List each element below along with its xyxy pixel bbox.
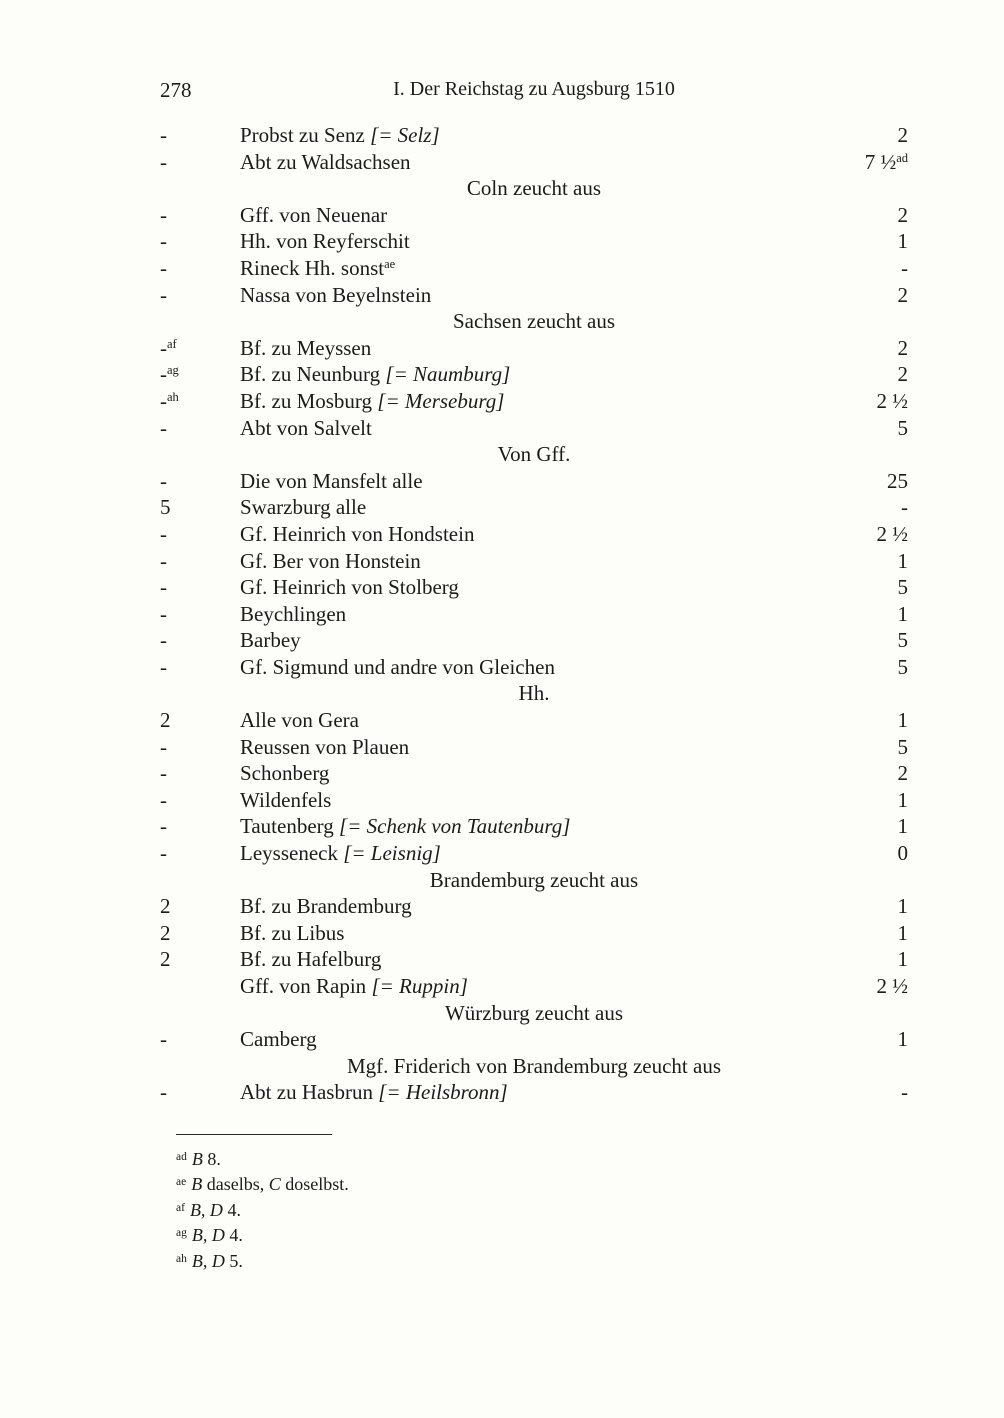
entry-name: Abt zu Hasbrun [= Heilsbronn] [240, 1080, 508, 1105]
list-entry [160, 468, 908, 495]
list-entry [160, 734, 908, 761]
entry-name: Bf. zu Neunburg [= Naumburg] [240, 362, 511, 387]
entry-value: 7 ½$^{ad}$ [864, 149, 908, 174]
entry-marker: - [160, 123, 167, 147]
footnote-text: 4. [224, 1225, 243, 1246]
entry-name: Gf. Heinrich von Hondstein [240, 521, 475, 546]
entry-name: Bf. zu Libus [240, 920, 345, 945]
entry-value: 2 [897, 282, 908, 307]
list-entry [160, 787, 908, 814]
entry-marker: - [160, 575, 167, 600]
entry-name-gloss: [= Selz] [364, 123, 440, 147]
entry-name: Barbey [240, 628, 301, 653]
entry-marker: - [160, 521, 167, 546]
list-entry [160, 893, 908, 920]
list-entry [160, 388, 908, 415]
footnote-marker: ag [176, 1227, 187, 1240]
entry-name: Swarzburg alle [240, 495, 367, 520]
entry-list [160, 122, 908, 1106]
footnote-ref: ae [384, 256, 396, 271]
entry-value: 1 [897, 548, 908, 573]
entry-value: - [901, 1080, 908, 1105]
footnote-text: 8. [202, 1148, 221, 1169]
footnote-text: doselbst. [280, 1174, 349, 1195]
footnote-ref: af [167, 336, 177, 351]
footnote-marker: ah [176, 1252, 187, 1265]
entry-marker: - [160, 202, 167, 227]
entry-value: 5 [897, 734, 908, 759]
entry-marker: - [160, 149, 167, 174]
entry-value: 2 [897, 761, 908, 786]
list-entry [160, 494, 908, 521]
entry-value: 1 [897, 894, 908, 919]
list-entry [160, 973, 908, 1000]
entry-name-gloss: [= Ruppin] [366, 974, 468, 998]
list-entry [160, 149, 908, 176]
entry-marker: - [160, 1080, 167, 1105]
entry-name: Tautenberg [= Schenk von Tautenburg] [240, 814, 571, 839]
section-heading: Mgf. Friderich von Brandemburg zeucht aus [346, 1053, 722, 1078]
entry-name: Probst zu Senz [= Selz] [240, 123, 440, 147]
list-entry [160, 946, 908, 973]
entry-name: Hh. von Reyferschit [240, 229, 410, 254]
page-header [160, 78, 908, 108]
footnote-siglum: B, D [191, 1225, 225, 1246]
entry-value: 5 [897, 654, 908, 679]
entry-name: Gf. Ber von Honstein [240, 548, 421, 573]
entry-value: 5 [897, 575, 908, 600]
entry-marker: - [160, 787, 167, 812]
entry-name: Wildenfels [240, 787, 332, 812]
list-entry [160, 654, 908, 681]
list-entry [160, 548, 908, 575]
entry-marker: - [160, 282, 167, 307]
footnote-line [176, 1198, 908, 1224]
entry-value: 1 [897, 708, 908, 733]
footnote-line [176, 1172, 908, 1198]
footnote-siglum: B, D [191, 1250, 225, 1271]
list-entry [160, 760, 908, 787]
footnote-line [176, 1249, 908, 1275]
entry-name: Nassa von Beyelnstein [240, 282, 432, 307]
entry-marker: - [160, 734, 167, 759]
footnote-text: 4. [222, 1199, 241, 1220]
list-entry [160, 202, 908, 229]
entry-value: 5 [897, 415, 908, 440]
entry-name-gloss: [= Merseburg] [372, 388, 505, 413]
entry-marker: - [160, 548, 167, 573]
entry-name: Gf. Heinrich von Stolberg [240, 575, 459, 600]
entry-value: 2 [897, 362, 908, 387]
footnote-text: daselbs, [202, 1174, 269, 1195]
entry-marker: - [160, 841, 167, 866]
entry-name: Abt zu Waldsachsen [240, 149, 411, 174]
list-entry [160, 521, 908, 548]
entry-value: 1 [897, 601, 908, 626]
footnote-marker: ae [176, 1176, 187, 1189]
entry-marker: 2 [160, 708, 171, 733]
entry-name: Camberg [240, 1027, 317, 1052]
entry-name: Gf. Sigmund und andre von Gleichen [240, 654, 555, 679]
entry-name: Gff. von Rapin [= Ruppin] [240, 974, 468, 998]
entry-name-gloss: [= Schenk von Tautenburg] [333, 814, 571, 839]
entry-value: 2 [897, 123, 908, 147]
entry-marker: 2 [160, 894, 171, 919]
list-entry [160, 415, 908, 442]
list-entry [160, 335, 908, 362]
entry-marker: - [160, 601, 167, 626]
section-heading: Coln zeucht aus [466, 176, 602, 201]
list-entry [160, 920, 908, 947]
list-entry [160, 282, 908, 309]
footnote-ref: ag [167, 363, 179, 378]
entry-marker: -$^{ag}$ [160, 362, 179, 387]
entry-value: 5 [897, 628, 908, 653]
text-block [160, 78, 908, 1274]
entry-value: 2 [897, 202, 908, 227]
footnote-siglum: B, D [189, 1199, 223, 1220]
list-entry [160, 627, 908, 654]
list-entry [160, 361, 908, 388]
list-entry [160, 1079, 908, 1106]
entry-name: Reussen von Plauen [240, 734, 410, 759]
entry-name: Alle von Gera [240, 708, 359, 733]
entry-marker: - [160, 628, 167, 653]
footnote-line [176, 1147, 908, 1173]
entry-name-gloss: [= Leisnig] [337, 841, 441, 866]
footnotes-section [160, 1134, 908, 1275]
entry-marker: 2 [160, 947, 171, 972]
list-entry [160, 601, 908, 628]
entry-name: Beychlingen [240, 601, 347, 626]
entry-value: 1 [897, 229, 908, 254]
list-entry [160, 255, 908, 282]
entry-name: Schonberg [240, 761, 330, 786]
list-entry [160, 707, 908, 734]
list-entry [160, 1026, 908, 1053]
list-entry [160, 813, 908, 840]
footnote-separator [176, 1134, 332, 1135]
entry-marker: - [160, 814, 167, 839]
entry-value: 2 ½ [876, 388, 908, 413]
footnote-ref: ah [167, 389, 179, 404]
entry-value: 1 [897, 920, 908, 945]
list-entry [160, 228, 908, 255]
entry-value: - [901, 255, 908, 280]
entry-marker: - [160, 1027, 167, 1052]
section-heading: Brandemburg zeucht aus [429, 867, 639, 892]
section-heading: Sachsen zeucht aus [452, 309, 616, 334]
entry-value: - [901, 495, 908, 520]
footnote-list [176, 1147, 908, 1275]
entry-marker: 5 [160, 495, 171, 520]
entry-value: 1 [897, 814, 908, 839]
running-title: I. Der Reichstag zu Augsburg 1510 [393, 78, 675, 100]
footnote-text: 5. [224, 1250, 243, 1271]
entry-marker: - [160, 415, 167, 440]
entry-value: 1 [897, 1027, 908, 1052]
footnote-line [176, 1223, 908, 1249]
page-number: 278 [160, 78, 192, 102]
entry-value: 1 [897, 947, 908, 972]
footnote-siglum: B [191, 1174, 203, 1195]
list-entry [160, 122, 908, 149]
entry-name: Gff. von Neuenar [240, 202, 388, 227]
footnote-marker: ad [176, 1150, 187, 1163]
entry-name: Bf. zu Hafelburg [240, 947, 382, 972]
entry-name: Rineck Hh. sonst$^{ae}$ [240, 255, 396, 280]
entry-marker: -$^{af}$ [160, 335, 177, 360]
entry-name-gloss: [= Naumburg] [380, 362, 511, 387]
entry-name: Die von Mansfelt alle [240, 468, 423, 493]
entry-marker: - [160, 255, 167, 280]
section-heading: Hh. [518, 681, 550, 706]
entry-marker: -$^{ah}$ [160, 388, 179, 413]
section-heading: Würzburg zeucht aus [444, 1000, 624, 1025]
entry-marker: - [160, 468, 167, 493]
entry-value: 0 [897, 841, 908, 866]
entry-value: 2 [897, 335, 908, 360]
entry-name: Bf. zu Mosburg [= Merseburg] [240, 388, 505, 413]
footnote-siglum: B [191, 1148, 203, 1169]
list-entry [160, 840, 908, 867]
entry-marker: 2 [160, 920, 171, 945]
entry-value: 1 [897, 787, 908, 812]
footnote-marker: af [176, 1201, 185, 1214]
entry-marker: - [160, 761, 167, 786]
entry-marker: - [160, 654, 167, 679]
footnote-siglum: C [268, 1174, 281, 1195]
entry-name-gloss: [= Heilsbronn] [372, 1080, 508, 1105]
entry-name: Bf. zu Meyssen [240, 335, 372, 360]
entry-name: Abt von Salvelt [240, 415, 372, 440]
entry-marker: - [160, 229, 167, 254]
list-entry [160, 574, 908, 601]
footnote-ref: ad [896, 150, 908, 165]
section-heading: Von Gff. [497, 442, 571, 467]
entry-name: Bf. zu Brandemburg [240, 894, 412, 919]
entry-value: 2 ½ [876, 974, 908, 998]
entry-value: 2 ½ [876, 521, 908, 546]
entry-value: 25 [887, 468, 908, 493]
entry-name: Leysseneck [= Leisnig] [240, 841, 441, 866]
